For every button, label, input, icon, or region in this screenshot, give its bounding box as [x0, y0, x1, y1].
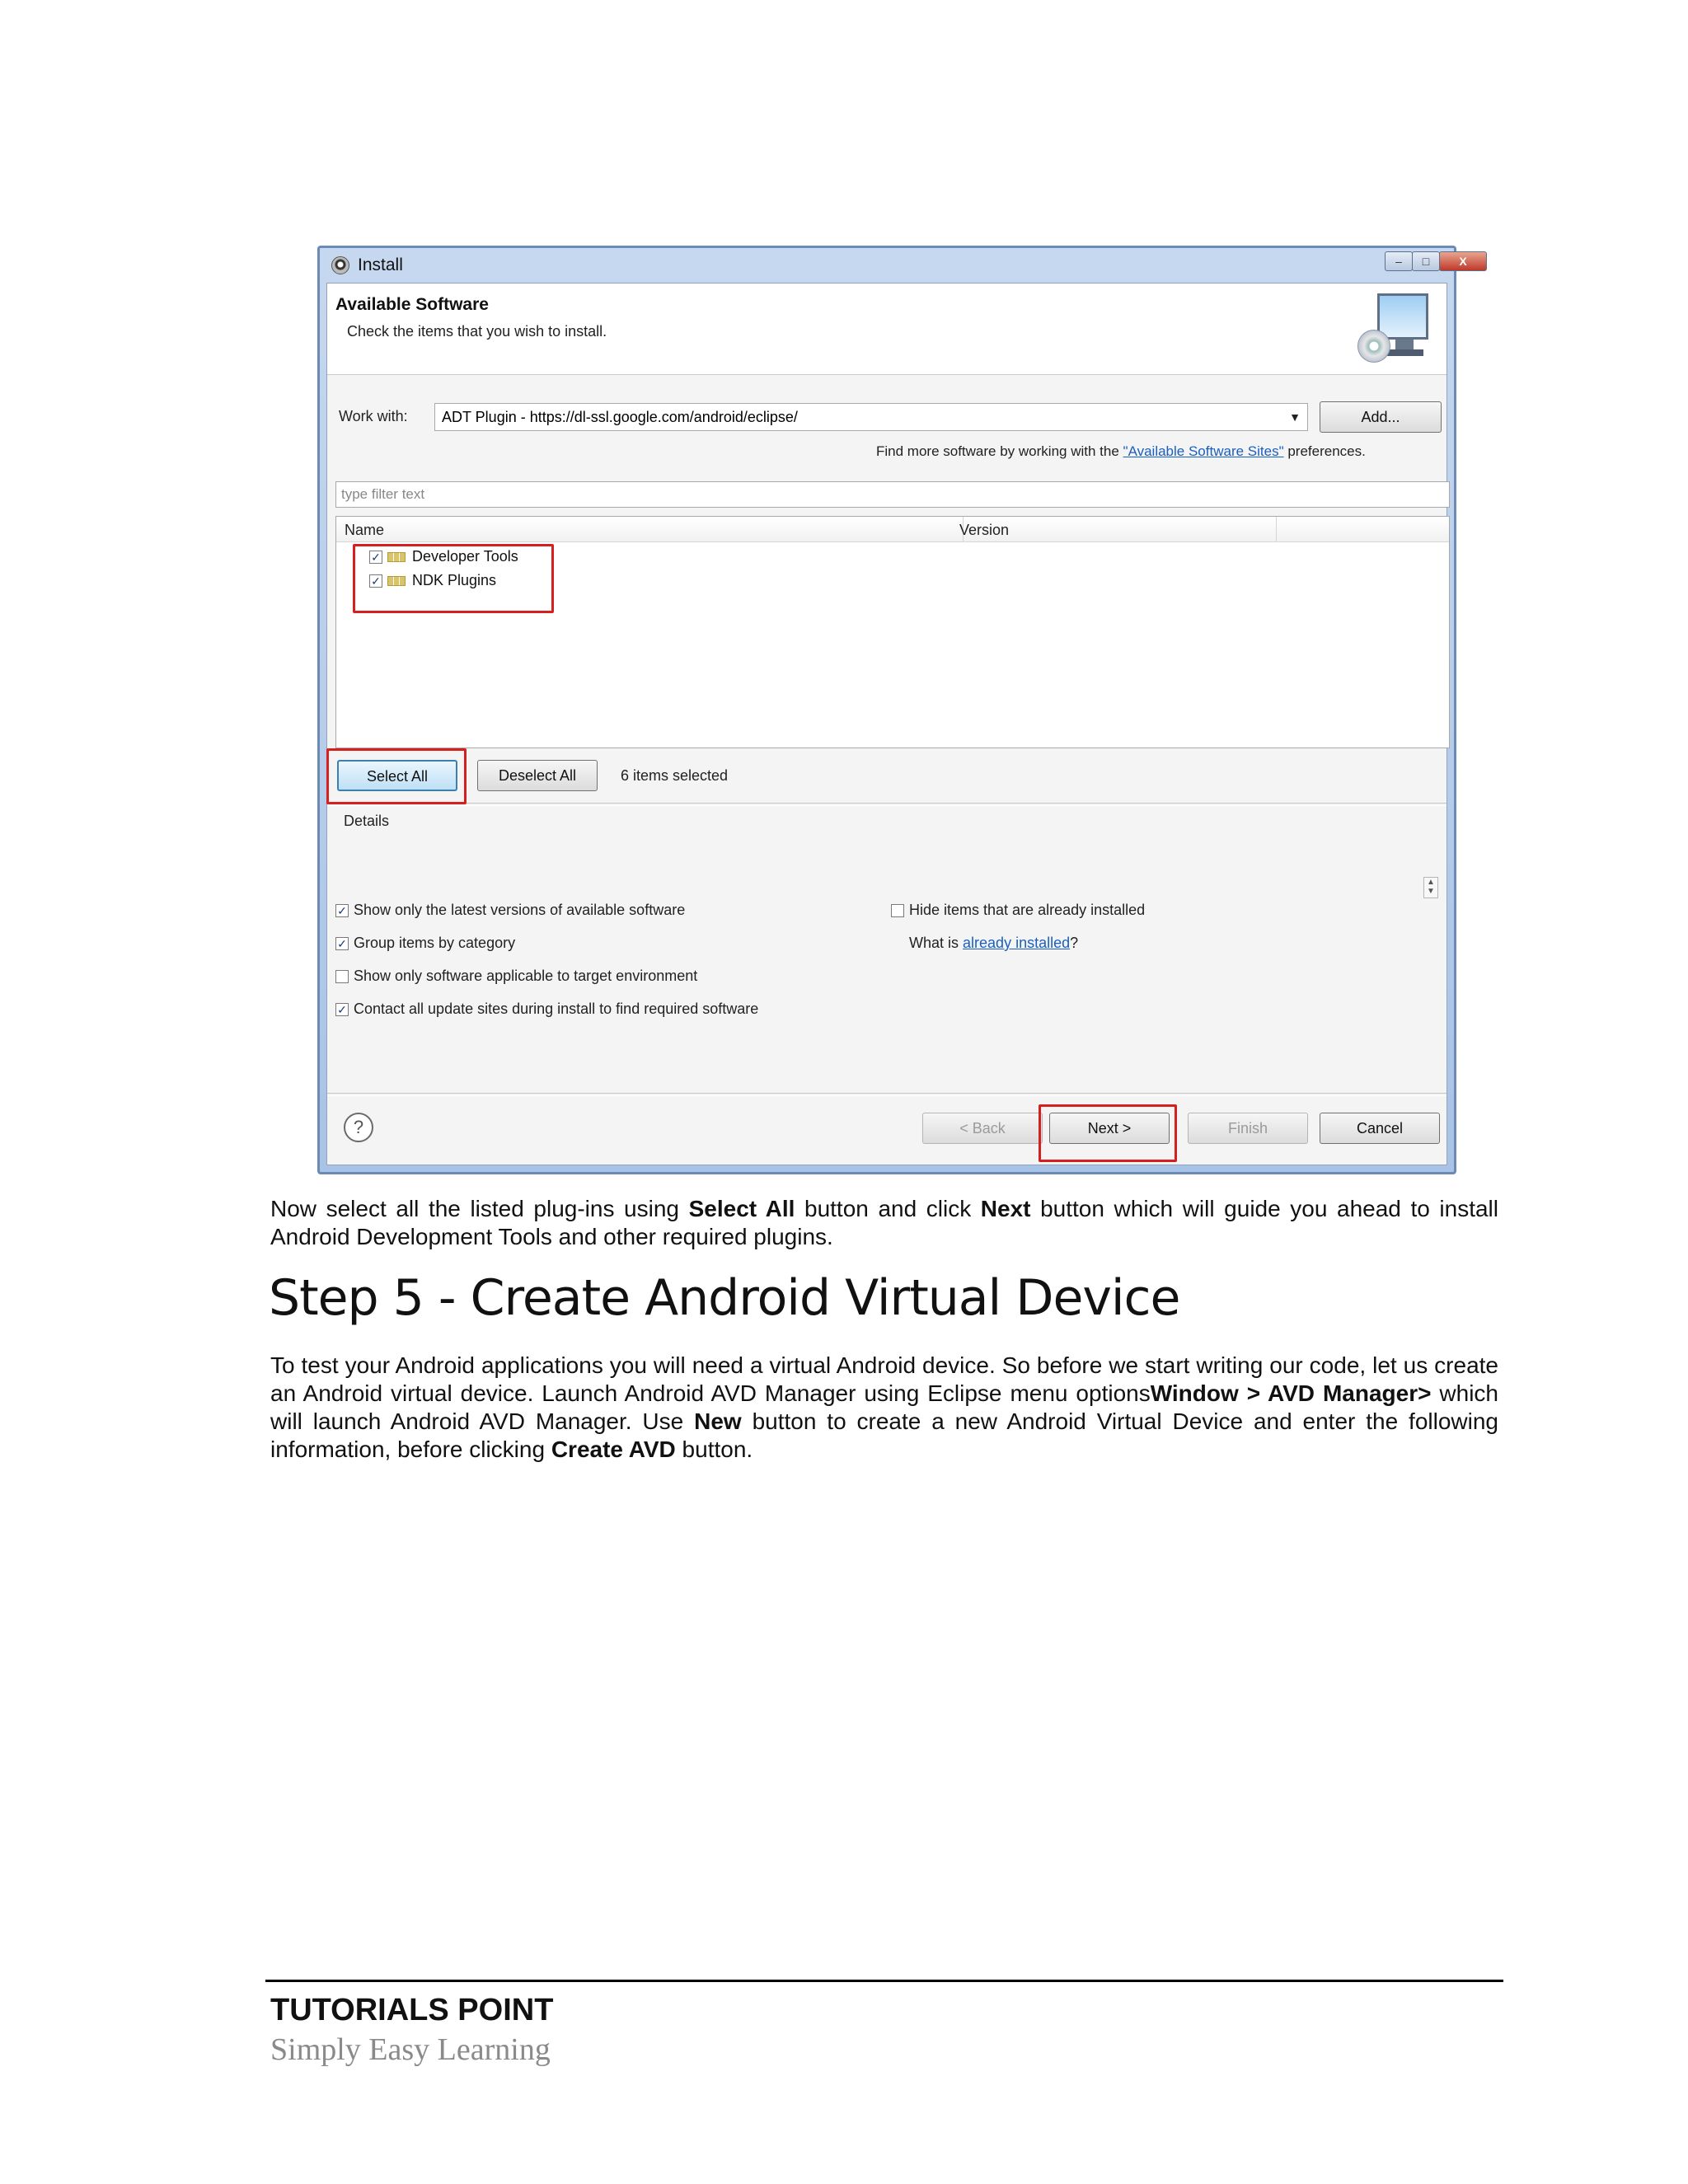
checkbox-checked-icon[interactable]: ✓ — [335, 904, 349, 917]
option-group-by-category[interactable]: ✓ Group items by category — [335, 935, 515, 952]
filter-input[interactable]: type filter text — [335, 481, 1450, 508]
add-button[interactable]: Add... — [1320, 401, 1442, 433]
footer-subtitle: Simply Easy Learning — [270, 2032, 551, 2067]
computer-cd-icon — [1357, 293, 1432, 364]
footer-rule — [265, 1980, 1503, 1982]
dialog-client — [326, 283, 1447, 1165]
find-more-text: Find more software by working with the "Available Software Sites" preferences. — [876, 443, 1366, 459]
work-with-label: Work with: — [339, 408, 408, 424]
checkbox-checked-icon[interactable]: ✓ — [369, 551, 382, 564]
checkbox-unchecked-icon[interactable] — [335, 970, 349, 983]
option-applicable-only[interactable]: Show only software applicable to target environment — [335, 968, 697, 985]
what-is-installed: What is already installed? — [909, 935, 1079, 951]
column-version[interactable]: Version — [959, 522, 1010, 538]
available-sites-link[interactable]: "Available Software Sites" — [1123, 443, 1284, 459]
paragraph-select-all: Now select all the listed plug-ins using Select All button and click Next button which will guide you ahead to install Android Development Tools and other required plugins. — [270, 1196, 1498, 1249]
highlight-select-all-box — [326, 748, 467, 804]
option-hide-installed[interactable]: Hide items that are already installed — [891, 902, 1145, 919]
next-button[interactable]: Next > — [1049, 1113, 1170, 1144]
finish-button[interactable]: Finish — [1188, 1113, 1308, 1144]
header-subtitle: Check the items that you wish to install. — [347, 323, 607, 340]
back-button[interactable]: < Back — [922, 1113, 1043, 1144]
help-icon[interactable]: ? — [344, 1113, 373, 1142]
footer-title: TUTORIALS POINT — [270, 1993, 554, 2027]
dropdown-arrow-icon[interactable]: ▼ — [1289, 410, 1301, 424]
title-bar — [320, 248, 1467, 283]
option-contact-sites[interactable]: ✓ Contact all update sites during install to find required software — [335, 1001, 758, 1018]
checkbox-checked-icon[interactable]: ✓ — [369, 574, 382, 588]
section-heading: Step 5 - Create Android Virtual Device — [269, 1269, 1180, 1327]
checkbox-checked-icon[interactable]: ✓ — [335, 937, 349, 950]
tree-item[interactable]: ✓ Developer Tools — [369, 548, 518, 569]
already-installed-link[interactable]: already installed — [963, 935, 1071, 951]
install-dialog — [317, 246, 1467, 1174]
highlight-next-box — [1039, 1104, 1177, 1162]
tree-header — [336, 517, 1449, 542]
minimize-icon[interactable]: – — [1385, 251, 1413, 271]
work-with-value: ADT Plugin - https://dl-ssl.google.com/android/eclipse/ — [442, 409, 798, 425]
dialog-header — [327, 284, 1447, 375]
details-label: Details — [344, 813, 390, 829]
highlight-items-box — [353, 544, 554, 613]
maximize-icon[interactable]: □ — [1412, 251, 1440, 271]
tree-item[interactable]: ✓ NDK Plugins — [369, 572, 496, 593]
paragraph-avd: To test your Android applications you will need a virtual Android device. So before we start writing our code, let us create an Android virtual device. Launch Android AVD Manager using Eclipse menu optionsWindow > AVD Manager> which will launch Android AVD Manager. Use New button to create a new Android Virtual Device and enter the following information, before clicking Create AVD button. — [270, 1352, 1498, 1462]
work-with-combo[interactable] — [434, 403, 1308, 431]
checkbox-checked-icon[interactable]: ✓ — [335, 1003, 349, 1016]
close-icon[interactable]: X — [1439, 251, 1487, 271]
window-title: Install — [358, 255, 403, 274]
select-all-button[interactable]: Select All — [337, 760, 457, 791]
eclipse-icon — [331, 256, 349, 274]
selected-count: 6 items selected — [621, 767, 729, 784]
deselect-all-button[interactable]: Deselect All — [477, 760, 598, 791]
header-title: Available Software — [335, 295, 489, 314]
option-latest-versions[interactable]: ✓ Show only the latest versions of available software — [335, 902, 685, 919]
details-scroll-icon[interactable]: ▲ ▼ — [1423, 877, 1438, 898]
checkbox-unchecked-icon[interactable] — [891, 904, 904, 917]
cancel-button[interactable]: Cancel — [1320, 1113, 1440, 1144]
column-name[interactable]: Name — [345, 522, 385, 538]
